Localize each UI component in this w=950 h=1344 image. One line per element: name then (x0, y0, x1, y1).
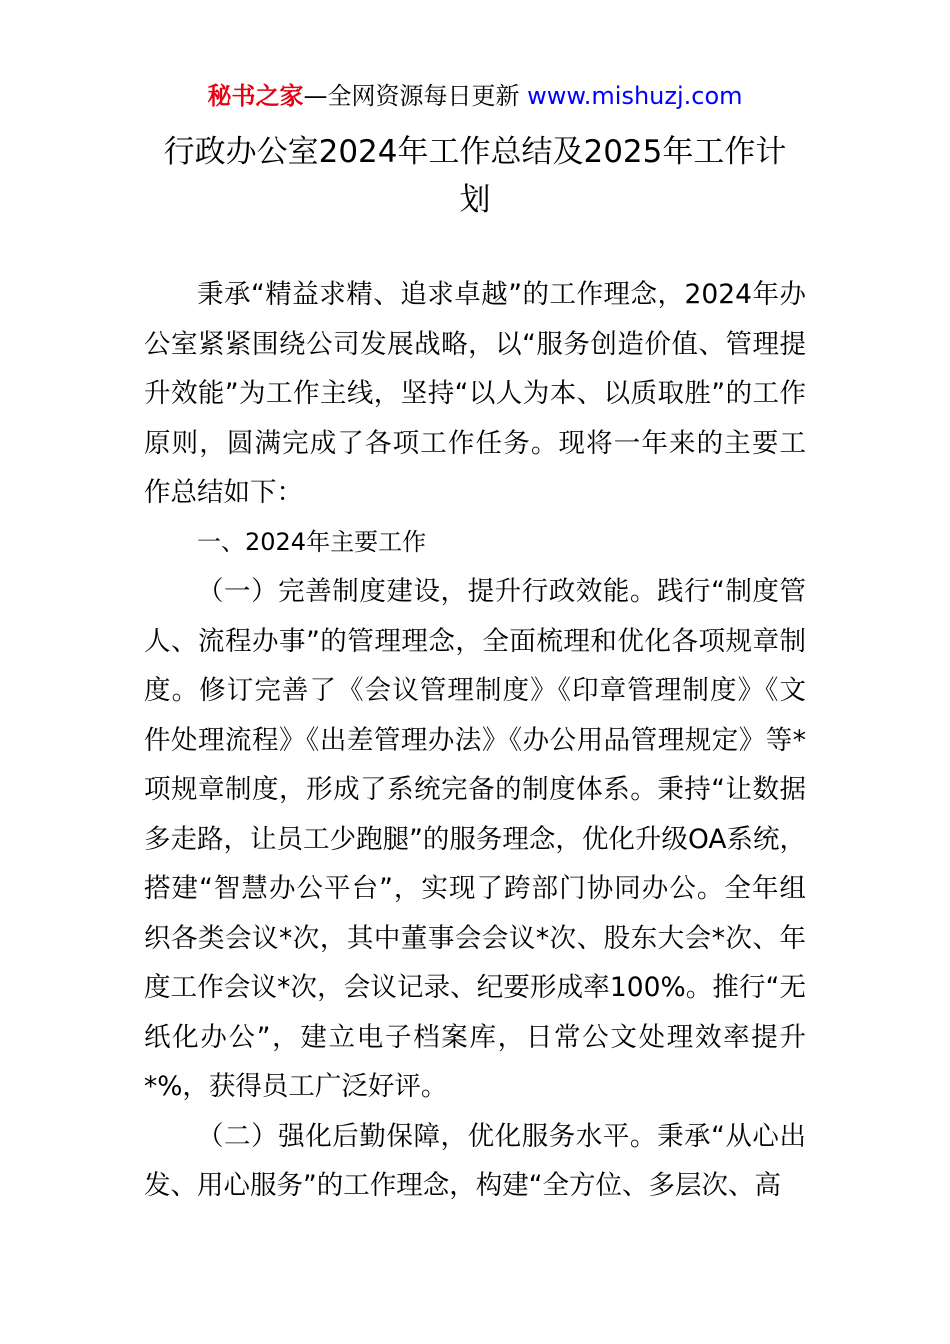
document-body (144, 270, 806, 1211)
site-url-link[interactable]: www.mishuzj.com (527, 82, 743, 110)
intro-paragraph: 秉承“精益求精、追求卓越”的工作理念，2024年办公室紧紧围绕公司发展战略，以“服务创造价值、管理提升效能”为工作主线，坚持“以人为本、以质取胜”的工作原则，圆满完成了各项工作任务。现将一年来的主要工作总结如下： (144, 279, 806, 508)
body-paragraph: （一）完善制度建设，提升行政效能。践行“制度管人、流程办事”的管理理念，全面梳理和优化各项规章制度。修订完善了《会议管理制度》《印章管理制度》《文件处理流程》《出差管理办法》《办公用品管理规定》等*项规章制度，形成了系统完备的制度体系。秉持“让数据多走路，让员工少跑腿”的服务理念，优化升级OA系统，搭建“智慧办公平台”，实现了跨部门协同办公。全年组织各类会议*次，其中董事会会议*次、股东大会*次、年度工作会议*次，会议记录、纪要形成率100%。推行“无纸化办公”，建立电子档案库，日常公文处理效率提升*%，获得员工广泛好评。 (144, 576, 806, 1102)
section-heading: 一、2024年主要工作 (197, 527, 427, 556)
site-header (0, 79, 950, 113)
site-tagline: —全网资源每日更新 (303, 82, 528, 110)
body-paragraph: （二）强化后勤保障，优化服务水平。秉承“从心出发、用心服务”的工作理念，构建“全方位、多层次、高 (144, 1120, 806, 1201)
site-brand: 秘书之家 (207, 82, 304, 110)
document-title: 行政办公室2024年工作总结及2025年工作计划 (163, 134, 787, 218)
